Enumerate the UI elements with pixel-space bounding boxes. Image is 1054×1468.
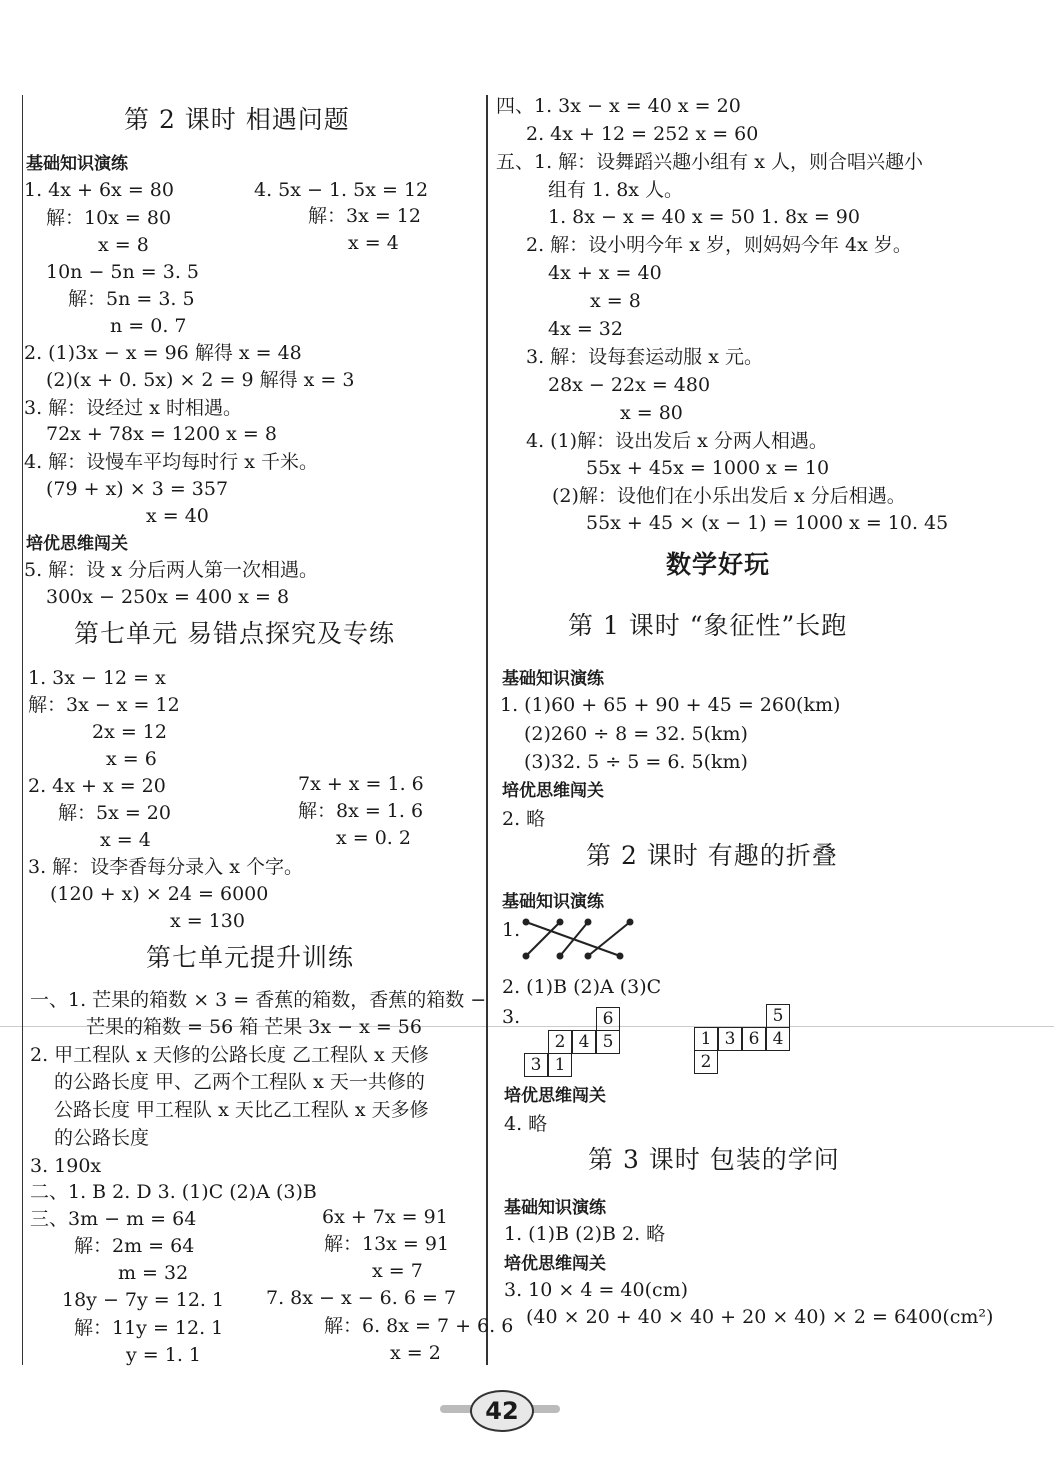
answer-line: 1. [502,919,521,941]
net-cell: 2 [694,1050,718,1074]
subsection-title: 基础知识演练 [26,154,128,174]
answer-line: (79 + x) × 3 = 357 [46,478,229,500]
answer-line: 4x = 32 [548,318,623,340]
answer-line: 7x + x = 1. 6 [298,773,424,795]
answer-line: x = 6 [106,748,157,770]
answer-line: 公路长度 甲工程队 x 天比乙工程队 x 天多修 [54,1099,429,1121]
answer-line: 55x + 45 × (x − 1) = 1000 x = 10. 45 [586,512,949,534]
answer-line: n = 0. 7 [110,315,187,337]
answer-line: 2. 4x + 12 = 252 x = 60 [526,123,759,145]
answer-line: x = 7 [372,1260,423,1282]
answer-line: 组有 1. 8x 人。 [548,179,684,201]
answer-line: 1. 3x − 12 = x [28,667,166,689]
net-cell: 6 [596,1007,620,1031]
net-cell: 1 [548,1053,572,1077]
answer-line: 18y − 7y = 12. 1 [62,1289,225,1311]
section-title: 第 2 课时 相遇问题 [124,105,350,134]
subsection-title: 培优思维闯关 [502,781,604,801]
answer-line: x = 4 [100,829,151,851]
answer-line: (40 × 20 + 40 × 40 + 20 × 40) × 2 = 6400(cm²) [526,1306,994,1328]
answer-line: 2. 4x + x = 20 [28,775,166,797]
answer-line: 二、1. B 2. D 3. (1)C (2)A (3)B [30,1181,317,1203]
answer-line: 4x + x = 40 [548,262,662,284]
answer-line: 一、1. 芒果的箱数 × 3 = 香蕉的箱数，香蕉的箱数 − [30,989,487,1011]
answer-line: 55x + 45x = 1000 x = 10 [586,457,830,479]
answer-line: 2. 解：设小明今年 x 岁，则妈妈今年 4x 岁。 [526,234,912,256]
subsection-title: 基础知识演练 [504,1198,606,1218]
answer-line: 28x − 22x = 480 [548,374,711,396]
answer-line: 四、1. 3x − x = 40 x = 20 [496,95,741,117]
answer-line: 3. [502,1006,521,1028]
net-cell: 2 [548,1030,572,1054]
answer-line: 300x − 250x = 400 x = 8 [46,586,290,608]
answer-line: (2)解：设他们在小乐出发后 x 分后相遇。 [552,485,906,507]
answer-line: 4. (1)解：设出发后 x 分两人相遇。 [526,430,828,452]
answer-line: 3. 解：设李香每分录入 x 个字。 [28,856,303,878]
subsection-title: 培优思维闯关 [504,1086,606,1106]
answer-line: x = 130 [170,910,245,932]
net-cell: 3 [718,1027,742,1051]
answer-line: (120 + x) × 24 = 6000 [50,883,269,905]
answer-line: x = 8 [98,234,149,256]
answer-line: y = 1. 1 [126,1344,201,1366]
answer-line: 解：3x = 12 [308,205,421,227]
answer-line: 3. 10 × 4 = 40(cm) [504,1279,689,1301]
page-number-ornament [440,1405,474,1413]
answer-line: 4. 略 [504,1113,548,1135]
answer-line: x = 80 [620,402,683,424]
answer-line: 解：3x − x = 12 [28,694,180,716]
answer-line: x = 0. 2 [336,827,411,849]
answer-line: 3. 解：设每套运动服 x 元。 [526,346,763,368]
answer-line: 6x + 7x = 91 [322,1206,448,1228]
answer-line: 解：6. 8x = 7 + 6. 6 [324,1315,514,1337]
net-cell: 1 [694,1027,718,1051]
answer-line: 3. 解：设经过 x 时相遇。 [24,397,242,419]
answer-line: 解：2m = 64 [74,1235,195,1257]
answer-line: 7. 8x − x − 6. 6 = 7 [266,1287,457,1309]
section-title: 第 3 课时 包装的学问 [588,1145,840,1174]
answer-line: m = 32 [118,1262,189,1284]
answer-line: (2)260 ÷ 8 = 32. 5(km) [524,723,748,745]
answer-line: 2. (1)B (2)A (3)C [502,976,662,998]
answer-line: 10n − 5n = 3. 5 [46,261,199,283]
answer-line: 解：5n = 3. 5 [68,288,195,310]
page-number: 42 [470,1390,534,1432]
net-cell: 4 [572,1030,596,1054]
section-title: 第七单元提升训练 [146,943,355,972]
net-cell: 6 [742,1027,766,1051]
answer-line: 的公路长度 甲、乙两个工程队 x 天一共修的 [54,1071,425,1093]
answer-line: 芒果的箱数 = 56 箱 芒果 3x − x = 56 [86,1016,422,1038]
net-cell: 3 [524,1053,548,1077]
answer-line: 3. 190x [30,1155,102,1177]
answer-line: 解：10x = 80 [46,207,172,229]
answer-line: 1. (1)60 + 65 + 90 + 45 = 260(km) [500,694,841,716]
subsection-title: 培优思维闯关 [504,1254,606,1274]
answer-line: 2. 甲工程队 x 天修的公路长度 乙工程队 x 天修 [30,1044,429,1066]
subsection-title: 培优思维闯关 [26,534,128,554]
answer-line: (2)(x + 0. 5x) × 2 = 9 解得 x = 3 [46,369,355,391]
answer-line: 三、3m − m = 64 [30,1208,197,1230]
section-title: 第 1 课时 “象征性”长跑 [568,611,848,640]
answer-line: (3)32. 5 ÷ 5 = 6. 5(km) [524,751,748,773]
subsection-title: 基础知识演练 [502,669,604,689]
answer-line: x = 8 [590,290,641,312]
net-cell: 5 [766,1004,790,1028]
net-cell: 5 [596,1030,620,1054]
answer-line: 解：13x = 91 [324,1233,450,1255]
answer-line: 解：8x = 1. 6 [298,800,424,822]
subsection-title: 基础知识演练 [502,892,604,912]
answer-line: x = 40 [146,505,209,527]
section-title: 第 2 课时 有趣的折叠 [586,841,838,870]
answer-line: 2. (1)3x − x = 96 解得 x = 48 [24,342,302,364]
answer-line: 4. 解：设慢车平均每时行 x 千米。 [24,451,318,473]
answer-line: 2x = 12 [92,721,167,743]
answer-line: x = 2 [390,1342,441,1364]
matching-lines-diagram [520,916,640,962]
answer-line: x = 4 [348,232,399,254]
section-title: 数学好玩 [666,550,771,579]
answer-line: 2. 略 [502,808,546,830]
right-column [490,0,1054,1468]
answer-line: 72x + 78x = 1200 x = 8 [46,423,277,445]
answer-line: 1. 8x − x = 40 x = 50 1. 8x = 90 [548,206,860,228]
answer-line: 4. 5x − 1. 5x = 12 [254,179,429,201]
section-title: 第七单元 易错点探究及专练 [74,619,395,648]
answer-line: 5. 解：设 x 分后两人第一次相遇。 [24,559,318,581]
answer-line: 的公路长度 [54,1127,150,1149]
answer-line: 1. (1)B (2)B 2. 略 [504,1223,666,1245]
answer-line: 1. 4x + 6x = 80 [24,179,174,201]
answer-line: 解：5x = 20 [58,802,171,824]
net-cell: 4 [766,1027,790,1051]
answer-line: 解：11y = 12. 1 [74,1317,224,1339]
answer-line: 五、1. 解：设舞蹈兴趣小组有 x 人，则合唱兴趣小 [496,151,923,173]
